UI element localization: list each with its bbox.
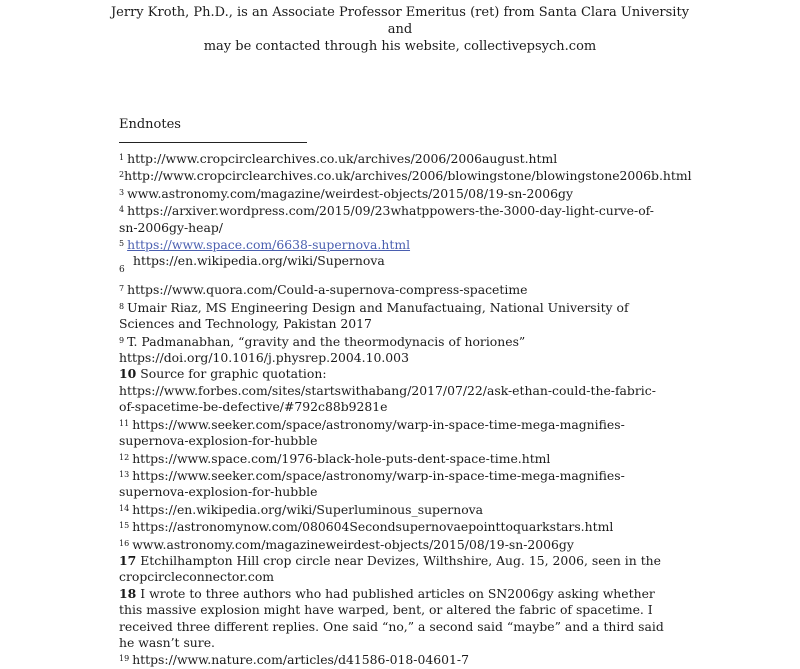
endnote-6	[119, 253, 664, 281]
endnote-text[interactable]: https://www.space.com/1976-black-hole-puts-dent-space-time.html	[132, 450, 551, 466]
endnotes-heading: Endnotes	[119, 117, 181, 132]
endnote-text: Etchilhampton Hill crop circle near Devizes, Wilthshire, Aug. 15, 2006, seen in the cropcircleconnector.com	[119, 552, 661, 585]
endnote-number: 7	[119, 284, 125, 294]
endnote-number: 11	[119, 418, 130, 428]
endnote-11	[119, 416, 664, 450]
endnote-5	[119, 236, 664, 253]
endnote-text[interactable]: https://www.quora.com/Could-a-supernova-compress-spacetime	[127, 282, 528, 298]
endnote-number: 12	[119, 452, 130, 462]
endnote-text[interactable]: https://www.nature.com/articles/d41586-018-04601-7	[132, 652, 469, 668]
endnote-number: 18	[119, 585, 137, 601]
endnote-text[interactable]: Source for graphic quotation: https://www.forbes.com/sites/startswithabang/2017/07/22/ask-ethan-could-the-fabric-of-spacetime-be-defective/#792c88b9281e	[119, 366, 656, 415]
endnote-number: 6	[119, 265, 125, 276]
endnote-text[interactable]: www.astronomy.com/magazineweirdest-objects/2015/08/19-sn-2006gy	[132, 536, 574, 552]
endnote-number: 4	[119, 205, 125, 215]
endnote-number: 10	[119, 366, 137, 382]
endnote-number: 17	[119, 552, 137, 568]
endnote-8	[119, 299, 664, 333]
endnote-13	[119, 467, 664, 501]
author-bio-line-2: may be contacted through his website, collectivepsych.com	[203, 39, 597, 54]
endnotes-divider	[119, 142, 307, 143]
endnote-number: 1	[119, 153, 125, 162]
endnote-text: I wrote to three authors who had published articles on SN2006gy asking whether this massive explosion might have warped, bent, or altered the fabric of spacetime. I received three different replies. One said “no,” a second said “maybe” and a third said he wasn’t sure.	[119, 585, 664, 650]
endnote-number: 16	[119, 538, 130, 548]
endnote-text[interactable]: https://en.wikipedia.org/wiki/Superluminous_supernova	[132, 501, 484, 517]
endnote-text[interactable]: http://www.cropcirclearchives.co.uk/archives/2006/2006august.html	[127, 151, 558, 166]
endnote-number: 2	[119, 170, 125, 180]
author-bio	[100, 4, 700, 55]
endnote-15	[119, 518, 664, 535]
endnote-number: 13	[119, 469, 130, 479]
endnote-number: 8	[119, 301, 125, 311]
endnote-text[interactable]: https://arxiver.wordpress.com/2015/09/23whatppowers-the-3000-day-light-curve-of-sn-2006gy-heap/	[119, 203, 654, 235]
endnote-12	[119, 450, 664, 467]
endnote-text[interactable]: T. Padmanabhan, “gravity and the theormodynacis of horiones” https://doi.org/10.1016/j.physrep.2004.10.003	[119, 333, 526, 366]
endnote-number: 3	[119, 187, 125, 197]
endnote-number: 19	[119, 654, 130, 664]
endnotes-list	[119, 150, 692, 669]
endnote-text[interactable]: http://www.cropcirclearchives.co.uk/archives/2006/blowingstone/blowingstone2006b.html	[124, 168, 692, 184]
endnote-number: 9	[119, 335, 125, 345]
endnote-10	[119, 366, 664, 415]
endnote-14	[119, 501, 664, 518]
endnote-7	[119, 281, 664, 298]
endnote-text: Umair Riaz, MS Engineering Design and Manufactuaing, National University of Sciences and Technology, Pakistan 2017	[119, 299, 629, 332]
endnote-9	[119, 333, 664, 367]
endnote-text[interactable]: https://www.seeker.com/space/astronomy/warp-in-space-time-mega-magnifies-supernova-explosion-for-hubble	[119, 416, 625, 449]
endnote-1	[119, 150, 664, 167]
endnote-text[interactable]: https://en.wikipedia.org/wiki/Supernova	[133, 253, 385, 269]
endnote-4	[119, 202, 664, 236]
endnote-3	[119, 185, 664, 202]
endnote-text[interactable]: www.astronomy.com/magazine/weirdest-objects/2015/08/19-sn-2006gy	[127, 185, 573, 201]
endnote-link[interactable]: https://www.space.com/6638-supernova.html	[127, 237, 411, 253]
endnote-19	[119, 651, 664, 668]
endnote-17	[119, 553, 664, 586]
endnote-2	[119, 167, 692, 184]
endnote-text[interactable]: https://astronomynow.com/080604Secondsupernovaepointtoquarkstars.html	[132, 519, 614, 535]
endnote-16	[119, 536, 664, 553]
endnote-number: 14	[119, 503, 130, 513]
endnote-18	[119, 586, 664, 652]
endnote-number: 15	[119, 521, 130, 531]
endnote-text[interactable]: https://www.seeker.com/space/astronomy/warp-in-space-time-mega-magnifies-supernova-explosion-for-hubble	[119, 467, 625, 500]
endnote-number: 5	[119, 239, 125, 249]
author-bio-line-1: Jerry Kroth, Ph.D., is an Associate Professor Emeritus (ret) from Santa Clara University and	[110, 5, 690, 37]
